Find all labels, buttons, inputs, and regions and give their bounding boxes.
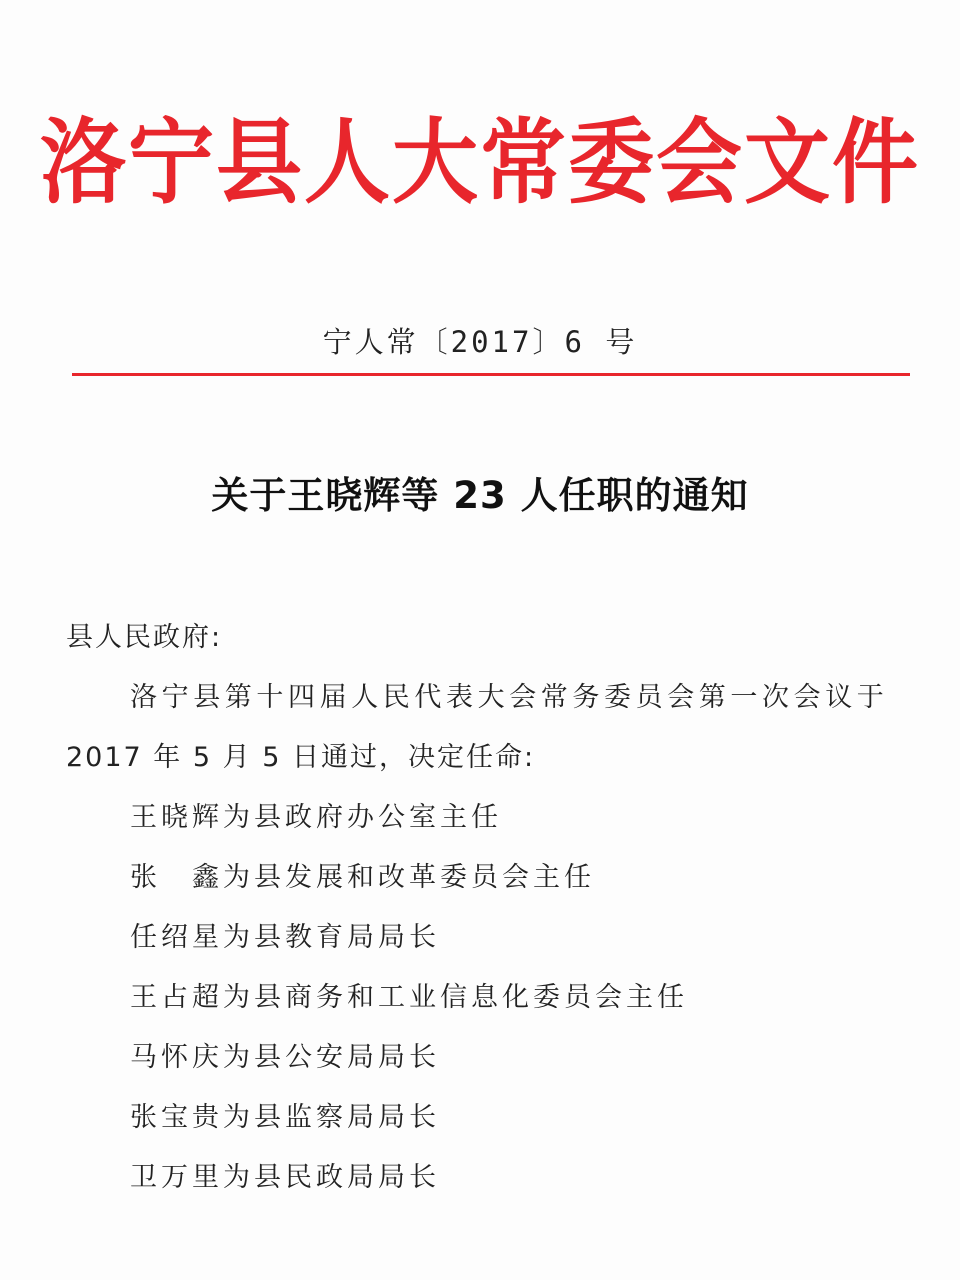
paragraph-line-1: 洛宁县第十四届人民代表大会常务委员会第一次会议于 xyxy=(130,682,889,713)
appointment-item: 王晓辉为县政府办公室主任 xyxy=(130,802,502,833)
appointment-item: 任绍星为县教育局局长 xyxy=(130,922,440,953)
masthead-title: 洛宁县人大常委会文件 xyxy=(40,109,920,217)
paragraph-line-2: 2017 年 5 月 5 日通过，决定任命: xyxy=(66,742,536,773)
notice-title: 关于王晓辉等 23 人任职的通知 xyxy=(211,474,749,517)
red-divider-rule xyxy=(72,373,910,376)
document-number: 宁人常〔2017〕6 号 xyxy=(322,325,638,359)
appointment-item: 马怀庆为县公安局局长 xyxy=(130,1042,440,1073)
appointment-item: 张 鑫为县发展和改革委员会主任 xyxy=(130,862,595,893)
appointment-item: 张宝贵为县监察局局长 xyxy=(130,1102,440,1133)
appointment-item: 王占超为县商务和工业信息化委员会主任 xyxy=(130,982,688,1013)
addressee: 县人民政府: xyxy=(66,622,223,653)
appointment-list xyxy=(130,798,688,1218)
appointment-item: 卫万里为县民政局局长 xyxy=(130,1162,440,1193)
